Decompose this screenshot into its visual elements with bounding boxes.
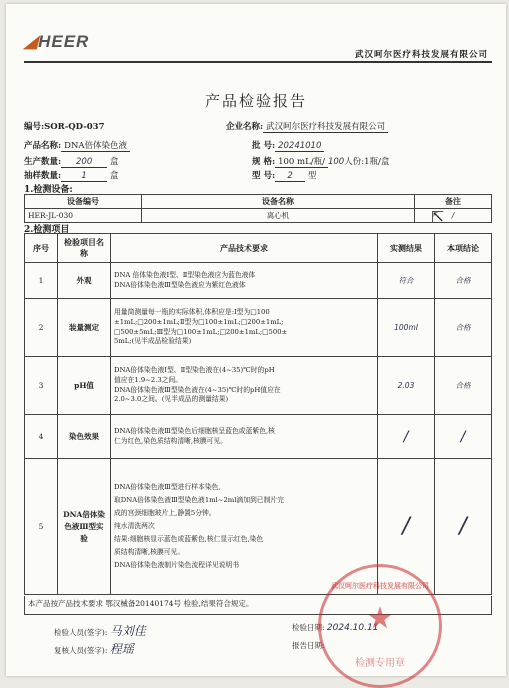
inspector-row (54, 622, 146, 639)
product-label: 产品名称: (24, 141, 62, 151)
report-date-label: 报告日期: (292, 641, 325, 650)
table-row (25, 209, 492, 223)
model-value: 2 (275, 171, 305, 182)
item-requirement (111, 415, 378, 459)
req-line: 值应在1.9~2.3之间。 (114, 375, 183, 384)
req-line: 5mL;(见半成品检验结果) (114, 337, 192, 346)
item-requirement (111, 263, 378, 299)
table-row (25, 459, 492, 595)
items-header-conclusion: 本项结论 (435, 234, 492, 263)
reviewer-signature: 程瑶 (109, 642, 134, 656)
req-line: DNA倍体染色液制片染色流程详见说明书 (114, 560, 240, 569)
product-value: DNA倍体染色液 (61, 139, 130, 152)
item-name: 染色效果 (58, 415, 111, 459)
report-title: 产品检验报告 (204, 92, 307, 110)
seal-star-icon: ★ (366, 601, 394, 636)
header-company: 武汉呵尔医疗科技发展有限公司 (354, 50, 488, 60)
seal-label: 检测专用章 (355, 658, 405, 669)
date-value: 2024.10.11 (326, 623, 379, 633)
enterprise-row (226, 120, 388, 133)
req-line: DNA倍体染色液Ⅲ型染色液应为紫红色液体 (114, 280, 246, 289)
enterprise-value: 武汉呵尔医疗科技发展有限公司 (263, 120, 388, 133)
item-requirement (111, 357, 378, 415)
table-row (25, 357, 492, 415)
spec-row (252, 155, 389, 168)
item-requirement (111, 459, 378, 595)
reviewer-label: 复核人员(签字): (54, 646, 108, 655)
model-unit: 型 (307, 171, 317, 181)
spec-value-a: 100 mL/瓶/ (275, 155, 328, 168)
qty-label: 生产数量: (24, 157, 62, 167)
equipment-header-name: 设备名称 (142, 195, 415, 209)
items-header-result: 实测结果 (378, 234, 435, 263)
item-conclusion: / (435, 459, 492, 595)
inspector-label: 检验人员(签字): (54, 628, 108, 637)
item-result: 100ml (378, 299, 435, 357)
section-equipment-title: 1.检测设备: (24, 185, 73, 195)
req-line: 2.0~3.0之间。(见半成品的测量结果) (114, 395, 229, 404)
item-name: pH值 (58, 357, 111, 415)
req-line: DNA倍体染色液Ⅲ型染色后细胞核呈蓝色或蓝紫色,核 (114, 426, 275, 435)
batch-row (252, 139, 324, 152)
mouse-cursor-icon: ⇱ (431, 207, 445, 226)
item-name: 外观 (58, 263, 111, 299)
table-row (25, 415, 492, 459)
section-items-title: 2.检测项目 (24, 225, 70, 235)
req-line: 取DNA倍体染色液Ⅲ型染色液1ml~2ml滴加到已制片完 (114, 496, 284, 505)
equipment-header-row (25, 195, 492, 209)
req-line: 质结构清晰,核膜可见。 (114, 547, 185, 556)
item-result: 符合 (378, 263, 435, 299)
req-line: DNA倍体染色液Ⅲ型染色液在(4~35)℃时的pH值应在 (114, 385, 281, 394)
equipment-name: 离心机 (142, 209, 415, 223)
equipment-header-note: 备注 (415, 195, 492, 209)
seal-company: 武汉呵尔医疗科技发展有限公司 (331, 581, 429, 590)
req-line: 成的宫颈细胞玻片上,静置5分钟。 (114, 509, 216, 518)
batch-value: 20241010 (275, 141, 324, 152)
sample-label: 抽样数量: (24, 171, 62, 181)
item-result: / (378, 415, 435, 459)
qty-value: 200 (61, 157, 107, 168)
item-no: 5 (25, 459, 58, 595)
sample-unit: 盒 (109, 171, 119, 181)
code-label: 编号: (24, 122, 45, 132)
req-line: DNA 倍体染色液Ⅰ型、Ⅱ型染色液应为蓝色液体 (114, 270, 256, 279)
item-requirement (111, 299, 378, 357)
reviewer-row (54, 640, 134, 657)
company-logo (24, 32, 89, 52)
equipment-code: HER-JL-030 (25, 209, 142, 223)
items-header-req: 产品技术要求 (111, 234, 378, 263)
item-conclusion: 合格 (435, 263, 492, 299)
inspector-signature: 马刘佳 (109, 624, 146, 638)
item-no: 3 (25, 357, 58, 415)
logo-text: HEER (38, 32, 90, 51)
logo-mark-icon: ◢ (24, 32, 39, 51)
code-value: SOR-QD-037 (44, 122, 105, 132)
qty-unit: 盒 (109, 157, 119, 167)
items-header-row (25, 234, 492, 263)
item-conclusion: / (435, 415, 492, 459)
item-conclusion: 合格 (435, 357, 492, 415)
equipment-header-code: 设备编号 (25, 195, 142, 209)
report-page (6, 4, 506, 676)
req-line: 仁为红色,染色质结构清晰,核膜可见。 (114, 436, 228, 445)
item-name: 装量测定 (58, 299, 111, 357)
req-line: 用量筒测量每一瓶的实际体积,体积应是:Ⅰ型为□100 (114, 307, 270, 316)
inspection-seal (318, 564, 442, 688)
equipment-note: / (415, 209, 492, 223)
item-result: 2.03 (378, 357, 435, 415)
code-row (24, 120, 104, 132)
enterprise-label: 企业名称: (226, 122, 264, 132)
req-line: 纯水清洗两次 (114, 522, 155, 531)
req-line: DNA倍体染色液Ⅰ型、Ⅱ型染色液在(4~35)℃时的pH (114, 365, 275, 374)
item-name: DNA倍体染色液Ⅲ型实验 (58, 459, 111, 595)
sample-row (24, 169, 118, 182)
table-row (25, 263, 492, 299)
item-result: / (378, 459, 435, 595)
header-divider (24, 61, 492, 63)
item-conclusion: 合格 (435, 299, 492, 357)
model-label: 型 号: (252, 171, 276, 181)
req-line: DNA倍体染色液Ⅲ型进行样本染色, (114, 483, 221, 492)
item-no: 4 (25, 415, 58, 459)
product-row (24, 139, 130, 152)
spec-value-b: 100 (327, 157, 345, 167)
batch-label: 批 号: (252, 141, 276, 151)
req-line: ±1mL;□200±1mL;Ⅱ型为□100±1mL;□200±1mL; (114, 317, 284, 326)
req-line: 结果:细胞核显示蓝色或蓝紫色,核仁显示红色,染色 (114, 534, 264, 543)
table-row (25, 299, 492, 357)
conclusion-text: 本产品按产品技术要求 鄂汉械备20140174号 检验,结果符合规定。 (24, 596, 492, 615)
items-table (24, 233, 492, 595)
sample-value: 1 (61, 171, 107, 182)
item-no: 2 (25, 299, 58, 357)
req-line: □500±5mL;Ⅲ型为□100±1mL;□200±1mL;□500± (114, 327, 288, 336)
spec-value-c: 人份:1瓶/盒 (344, 157, 390, 167)
items-header-name: 检验项目名称 (58, 234, 111, 263)
model-row (252, 169, 316, 182)
qty-row (24, 155, 118, 168)
date-label: 检验日期: (292, 623, 325, 632)
item-no: 1 (25, 263, 58, 299)
spec-label: 规 格: (252, 157, 276, 167)
equipment-table (24, 194, 492, 223)
items-header-no: 序号 (25, 234, 58, 263)
